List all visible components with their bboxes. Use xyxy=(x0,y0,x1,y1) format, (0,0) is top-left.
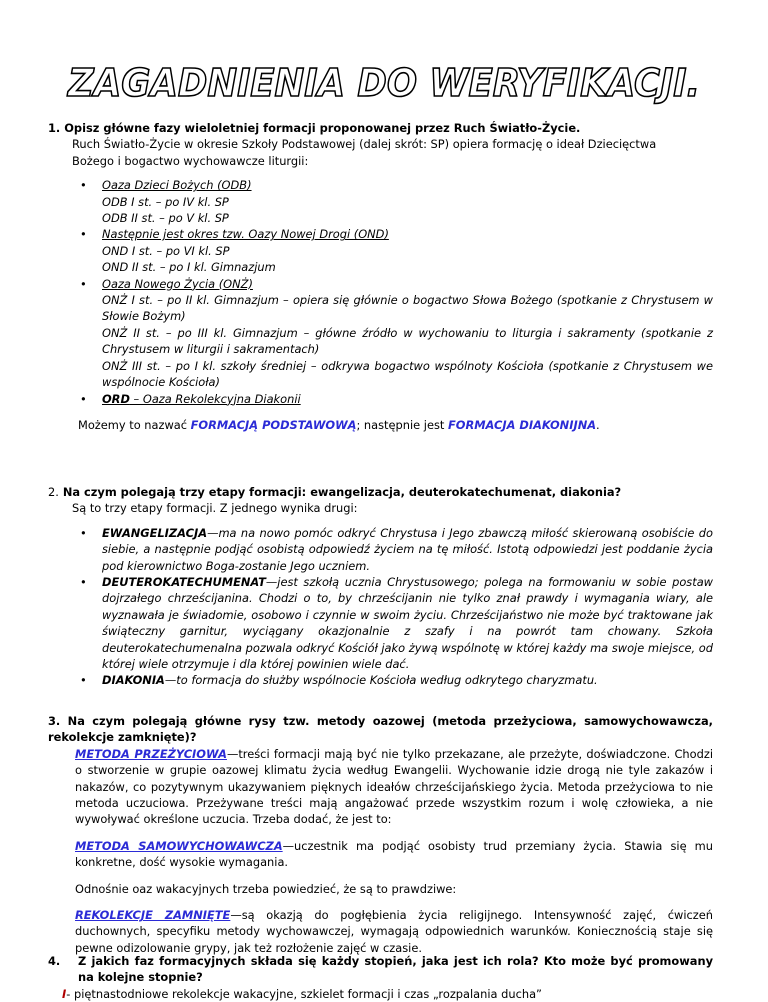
question-2-section xyxy=(0,484,768,689)
question-3-section xyxy=(0,713,768,956)
list-item: • Oaza Dzieci Bożych (ODB) ODB I st. – po IV kl. SP ODB II st. – po V kl. SP xyxy=(80,178,252,226)
document-title xyxy=(0,58,768,108)
method-closed-retreat: REKOLEKCJE ZAMNIĘTE—są okazją do pogłębienia życia religijnego. Intensywność zajęć, ćwiczeń duchownych, specyfiku metody wychowawczej, wymagają odpowiednich warunków. Koniecznością staje się pewne odizolowanie grypy, jak też rozłożenie zajęć w czasie. xyxy=(75,908,714,955)
q1-list xyxy=(0,177,768,407)
question-1: 1. Opisz główne fazy wieloletniej formacji proponowanej przez Ruch Światło-Życie. xyxy=(48,121,581,135)
q1-intro: Ruch Światło-Życie w okresie Szkoły Podstawowej (dalej skrót: SP) opiera formację o ideał Dziecięctwa Bożego i bogactwo wychowawcze liturgii: xyxy=(72,137,657,168)
list-item: • ORD – Oaza Rekolekcyjna Diakonii xyxy=(80,391,301,406)
question-2: 2. Na czym polegają trzy etapy formacji: ewangelizacja, deuterokatechumenat, diakonia? xyxy=(48,485,622,499)
q2-list xyxy=(0,525,768,689)
title-wordart xyxy=(64,58,704,108)
question-4: 4. Z jakich faz formacyjnych składa się każdy stopień, jaka jest ich rola? Kto może być promowany na kolejne stopnie? xyxy=(48,954,713,985)
method-self-education: METODA SAMOWYCHOWAWCZA—uczestnik ma podjąć osobisty trud przemiany życia. Stawia się mu konkretne, dość wysokie wymagania. xyxy=(75,838,713,870)
q3-note: Odnośnie oaz wakacyjnych trzeba powiedzieć, że są to prawdziwe: xyxy=(75,881,457,896)
q2-intro: Są to trzy etapy formacji. Z jednego wynika drugi: xyxy=(72,501,358,516)
q4-item: I- piętnastodniowe rekolekcje wakacyjne, szkielet formacji i czas „rozpalania ducha” xyxy=(62,986,542,1001)
q1-summary: Możemy to nazwać FORMACJĄ PODSTAWOWĄ; następnie jest FORMACJA DIAKONIJNA. xyxy=(78,417,600,432)
svg-text:ZAGADNIENIA DO WERYFIKACJI.: ZAGADNIENIA DO WERYFIKACJI. xyxy=(67,61,701,105)
list-item: • EWANGELIZACJA—ma na nowo pomóc odkryć Chrystusa i Jego zbawczą miłość skierowaną osobiście do siebie, a następnie podjąć osobistą odpowiedź życiem na tę miłość. Istotą odpowiedzi jest poddanie życia pod kierownictwo Boga-zostanie Jego uczniem. xyxy=(80,525,713,573)
method-experiential: METODA PRZEŻYCIOWA—treści formacji mają być nie tylko przekazane, ale przeżyte, doświadczone. Chodzi o stworzenie w grupie oazowej klimatu życia według Ewangelii. Wychowanie idzie drogą nie tyle zakazów i nakazów, co pozytywnym ukazywaniem pięknych ideałów chrześcijańskiego życia. Metoda przeżyciowa to nie metoda uczuciowa. Przeżywane treści mają angażować przede wszystkim rozum i wolę człowieka, a nie wywoływać określone uczucia. Trzeba dodać, że jest to: xyxy=(75,746,713,827)
question-3: 3. Na czym polegają główne rysy tzw. metody oazowej (metoda przeżyciowa, samowychowawcza, rekolekcje zamknięte)? xyxy=(48,714,713,745)
question-1-section xyxy=(0,120,768,433)
list-item: • DEUTEROKATECHUMENAT—jest szkołą ucznia Chrystusowego; polega na formowaniu w sobie postaw dojrzałego chrześcijanina. Chodzi o to, by chrześcijanin nie tylko znał prawdy i wymagania wiary, ale wyznawała je świadomie, osobowo i czynnie w swoim życiu. Chrześcijaństwo nie może być traktowane jak świąteczny garnitur, wyciągany okazjonalnie z szafy i na powrót tam chowany. Szkoła deuterokatechumenalna pozwala odkryć Kościół jako żywą wspólnotę w której każdy ma swoje miejsce, od której wiele otrzymuje i dla której powinien wiele dać. xyxy=(80,575,713,672)
list-item: • DIAKONIA—to formacja do służby wspólnocie Kościoła według odkrytego charyzmatu. xyxy=(80,673,598,688)
list-item: • Oaza Nowego Życia (ONŻ) ONŻ I st. – po II kl. Gimnazjum – opiera się głównie o bogactwo Słowa Bożego (spotkanie z Chrystusem w Słowie Bożym) ONŻ II st. – po III kl. Gimnazjum – główne źródło w wychowaniu to liturgia i sakramenty (spotkanie z Chrystusem w liturgii i sakramentach) ONŻ III st. – po I kl. szkoły średniej – odkrywa bogactwo wspólnoty Kościoła (spotkanie z Chrystusem we wspólnocie Kościoła) xyxy=(80,276,713,390)
question-4-section xyxy=(0,953,768,1002)
list-item: • Następnie jest okres tzw. Oazy Nowej Drogi (OND) OND I st. – po VI kl. SP OND II st. – po I kl. Gimnazjum xyxy=(80,227,389,275)
